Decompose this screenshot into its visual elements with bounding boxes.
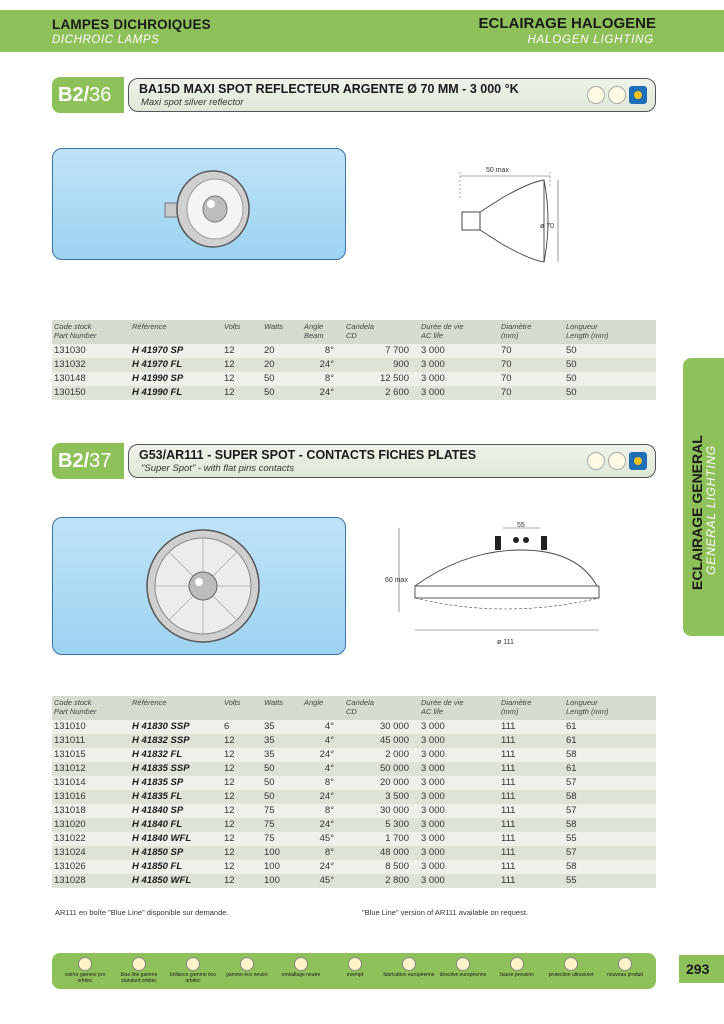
table-header-row	[52, 696, 656, 720]
col-volts: Volts	[224, 698, 241, 707]
cell-reference: H 41970 FL	[132, 359, 183, 370]
cell-length: 57	[566, 805, 577, 816]
table-row	[52, 776, 656, 790]
cell-angle: 24°	[319, 791, 334, 802]
dimension-height-label: 60 max	[385, 577, 408, 584]
cell-angle: 24°	[319, 749, 334, 760]
cell-diameter: 111	[501, 819, 516, 830]
col-candela: Candela CD	[346, 698, 374, 716]
eu-manufacture-icon	[402, 957, 416, 971]
cell-life: 3 000	[421, 805, 445, 816]
cell-code: 131010	[54, 721, 86, 732]
cell-angle: 24°	[319, 387, 334, 398]
cell-diameter: 111	[501, 763, 516, 774]
cell-watts: 50	[264, 791, 275, 802]
cell-life: 3 000	[421, 763, 445, 774]
cell-diameter: 70	[501, 373, 512, 384]
cell-length: 50	[566, 359, 577, 370]
cell-reference: H 41840 WFL	[132, 833, 192, 844]
cell-code: 131016	[54, 791, 86, 802]
cell-code: 131014	[54, 777, 86, 788]
header-category-en: DICHROIC LAMPS	[52, 34, 160, 46]
cell-watts: 75	[264, 819, 275, 830]
cell-volts: 12	[224, 735, 235, 746]
legend-label: gamme éco neutre	[226, 972, 268, 978]
cell-angle: 4°	[324, 763, 334, 774]
col-watts: Watts	[264, 698, 284, 707]
cell-code: 131012	[54, 763, 86, 774]
table-row	[52, 790, 656, 804]
lamp-color-icon	[587, 86, 605, 104]
cell-angle: 45°	[319, 875, 334, 886]
cell-volts: 12	[224, 345, 235, 356]
cell-reference: H 41990 FL	[132, 387, 183, 398]
product-table-b2-37	[52, 696, 656, 888]
cell-volts: 12	[224, 819, 235, 830]
product-photo-maxi-spot	[52, 148, 346, 260]
cell-code: 131032	[54, 359, 86, 370]
halogen-icon	[348, 957, 362, 971]
cell-life: 3 000	[421, 387, 445, 398]
cell-code: 131030	[54, 345, 86, 356]
cell-candela: 50 000	[379, 763, 409, 774]
cell-angle: 24°	[319, 861, 334, 872]
lamp-photo-icon	[53, 518, 346, 655]
col-watts: Watts	[264, 322, 284, 331]
col-life: Durée de vie AC life	[421, 698, 464, 716]
legend-item	[544, 957, 598, 979]
table-row	[52, 818, 656, 832]
cell-volts: 12	[224, 387, 235, 398]
cell-candela: 12 500	[379, 373, 409, 384]
cell-angle: 8°	[324, 777, 334, 788]
legend-item	[490, 957, 544, 979]
cell-watts: 100	[264, 875, 280, 886]
dimension-width-label: 50 max	[486, 167, 509, 174]
section-code: B2/36	[52, 77, 124, 113]
section-title-box	[128, 78, 656, 112]
table-row	[52, 874, 656, 888]
cell-diameter: 111	[501, 875, 516, 886]
cell-candela: 2 600	[385, 387, 409, 398]
col-length: Longueur Length (mm)	[566, 698, 609, 716]
col-diameter: Diamètre (mm)	[501, 322, 532, 340]
cell-diameter: 111	[501, 749, 516, 760]
new-product-icon	[618, 957, 632, 971]
legend-item	[436, 957, 490, 979]
section-bar-b2-37	[52, 443, 656, 479]
cell-candela: 30 000	[379, 805, 409, 816]
cell-length: 58	[566, 791, 577, 802]
col-angle: Angle	[304, 698, 324, 707]
cell-watts: 50	[264, 373, 275, 384]
note-en: "Blue Line" version of AR111 available on request.	[362, 908, 528, 917]
legend-label: exempt	[346, 972, 364, 978]
cell-watts: 100	[264, 861, 280, 872]
cell-volts: 12	[224, 763, 235, 774]
legend-item	[274, 957, 328, 979]
legend-label: blue line gamme standard orbitec	[120, 972, 158, 984]
cell-life: 3 000	[421, 861, 445, 872]
cell-watts: 35	[264, 749, 275, 760]
cell-reference: H 41850 WFL	[132, 875, 192, 886]
cell-diameter: 111	[501, 791, 516, 802]
lamp-color-icon	[587, 452, 605, 470]
cell-reference: H 41840 FL	[132, 819, 183, 830]
eu-manufacture-icon	[629, 86, 647, 104]
cell-diameter: 70	[501, 359, 512, 370]
section-subtitle: Maxi spot silver reflector	[141, 97, 244, 108]
cell-code: 131018	[54, 805, 86, 816]
legend-item	[382, 957, 436, 979]
section-icons	[587, 86, 647, 104]
cell-life: 3 000	[421, 749, 445, 760]
table-row	[52, 748, 656, 762]
cell-length: 61	[566, 721, 577, 732]
cell-watts: 100	[264, 847, 280, 858]
cell-candela: 3 500	[385, 791, 409, 802]
cell-angle: 8°	[324, 345, 334, 356]
cell-angle: 8°	[324, 373, 334, 384]
legend-label: emballage neutre	[281, 972, 321, 978]
table-row	[52, 762, 656, 776]
cell-code: 130148	[54, 373, 86, 384]
cell-life: 3 000	[421, 359, 445, 370]
cell-candela: 2 800	[385, 875, 409, 886]
col-reference: Référence	[132, 322, 167, 331]
cell-length: 50	[566, 387, 577, 398]
header-section-en: HALOGEN LIGHTING	[527, 34, 654, 46]
cell-reference: H 41840 SP	[132, 805, 184, 816]
cell-reference: H 41832 SSP	[132, 735, 190, 746]
col-diameter: Diamètre (mm)	[501, 698, 532, 716]
legend-label: directive européenne	[439, 972, 487, 978]
cell-life: 3 000	[421, 735, 445, 746]
cell-watts: 35	[264, 721, 275, 732]
col-life: Durée de vie AC life	[421, 322, 464, 340]
cell-candela: 20 000	[379, 777, 409, 788]
cell-volts: 12	[224, 875, 235, 886]
cell-reference: H 41835 FL	[132, 791, 183, 802]
cell-angle: 24°	[319, 359, 334, 370]
lamp-color-icon	[78, 957, 92, 971]
cell-watts: 35	[264, 735, 275, 746]
legend-item	[112, 957, 166, 984]
eu-manufacture-icon	[629, 452, 647, 470]
eu-directive-icon	[456, 957, 470, 971]
cell-length: 58	[566, 749, 577, 760]
cell-reference: H 41835 SP	[132, 777, 184, 788]
cell-reference: H 41850 SP	[132, 847, 184, 858]
blue-line-icon	[132, 957, 146, 971]
cell-life: 3 000	[421, 791, 445, 802]
cell-candela: 2 000	[385, 749, 409, 760]
side-tab-title-fr: ECLAIRAGE GENERAL	[689, 435, 705, 590]
cell-life: 3 000	[421, 847, 445, 858]
section-title-box	[128, 444, 656, 478]
cell-volts: 12	[224, 791, 235, 802]
eco-icon	[240, 957, 254, 971]
col-code-stock: Code stock Part Number	[54, 322, 97, 340]
cell-candela: 5 300	[385, 819, 409, 830]
cell-volts: 6	[224, 721, 230, 732]
header-section-fr: ECLAIRAGE HALOGENE	[478, 15, 656, 32]
legend-label: basse pression	[500, 972, 534, 978]
cell-life: 3 000	[421, 721, 445, 732]
product-table-b2-36	[52, 320, 656, 400]
cell-watts: 20	[264, 345, 275, 356]
dimension-diameter-label: ø 70	[540, 223, 555, 230]
cell-diameter: 70	[501, 345, 512, 356]
cell-angle: 4°	[324, 735, 334, 746]
cell-length: 55	[566, 875, 577, 886]
cell-length: 58	[566, 819, 577, 830]
section-title: BA15D MAXI SPOT REFLECTEUR ARGENTE Ø 70 MM - 3 000 °K	[139, 82, 519, 96]
cell-candela: 48 000	[379, 847, 409, 858]
cell-code: 131020	[54, 819, 86, 830]
col-code-stock: Code stock Part Number	[54, 698, 97, 716]
halogen-icon	[608, 86, 626, 104]
cell-reference: H 41835 SSP	[132, 763, 190, 774]
dimension-top-label: 55	[517, 522, 525, 529]
side-tab-title-en: GENERAL LIGHTING	[704, 445, 718, 575]
cell-volts: 12	[224, 359, 235, 370]
table-row	[52, 804, 656, 818]
legend-item	[328, 957, 382, 979]
cell-life: 3 000	[421, 833, 445, 844]
cell-length: 50	[566, 373, 577, 384]
legend-item	[598, 957, 652, 979]
cell-code: 131028	[54, 875, 86, 886]
cell-watts: 50	[264, 777, 275, 788]
cell-watts: 20	[264, 359, 275, 370]
cell-code: 131026	[54, 861, 86, 872]
section-title: G53/AR111 - SUPER SPOT - CONTACTS FICHES PLATES	[139, 448, 477, 462]
cell-candela: 30 000	[379, 721, 409, 732]
cell-volts: 12	[224, 749, 235, 760]
section-icons	[587, 452, 647, 470]
cell-reference: H 41832 FL	[132, 749, 183, 760]
cell-diameter: 111	[501, 833, 516, 844]
cell-angle: 45°	[319, 833, 334, 844]
cell-volts: 12	[224, 805, 235, 816]
cell-code: 130150	[54, 387, 86, 398]
cell-candela: 900	[393, 359, 409, 370]
cell-length: 57	[566, 847, 577, 858]
col-length: Longueur Length (mm)	[566, 322, 609, 340]
cell-diameter: 111	[501, 847, 516, 858]
cell-candela: 1 700	[385, 833, 409, 844]
legend-item	[166, 957, 220, 984]
halogen-icon	[608, 452, 626, 470]
cell-code: 131022	[54, 833, 86, 844]
col-reference: Référence	[132, 698, 167, 707]
cell-volts: 12	[224, 373, 235, 384]
cell-volts: 12	[224, 777, 235, 788]
cell-watts: 50	[264, 763, 275, 774]
cell-candela: 8 500	[385, 861, 409, 872]
cell-diameter: 111	[501, 805, 516, 816]
table-row	[52, 386, 656, 400]
cell-angle: 4°	[324, 721, 334, 732]
cell-length: 61	[566, 735, 577, 746]
cell-life: 3 000	[421, 819, 445, 830]
table-header-row	[52, 320, 656, 344]
cell-length: 58	[566, 861, 577, 872]
cell-volts: 12	[224, 861, 235, 872]
legend-item	[58, 957, 112, 984]
cell-diameter: 111	[501, 735, 516, 746]
table-row	[52, 734, 656, 748]
product-photo-super-spot	[52, 517, 346, 655]
header-category-fr: LAMPES DICHROIQUES	[52, 17, 211, 32]
dimension-diameter-label: ø 111	[497, 639, 514, 646]
technical-drawing-super-spot	[385, 520, 605, 652]
note-fr: AR111 en boîte "Blue Line" disponible sur demande.	[55, 908, 229, 917]
packaging-icon	[294, 957, 308, 971]
cell-length: 55	[566, 833, 577, 844]
legend-item	[220, 957, 274, 979]
section-code: B2/37	[52, 443, 124, 479]
legend-label: brillance gamme éco orbitec	[169, 972, 217, 984]
cell-life: 3 000	[421, 875, 445, 886]
legend-label: voir/or gamme pro orbitec	[64, 972, 106, 984]
legend-label: nouveau produit	[607, 972, 643, 978]
cell-reference: H 41990 SP	[132, 373, 184, 384]
cell-angle: 8°	[324, 847, 334, 858]
cell-reference: H 41970 SP	[132, 345, 184, 356]
cell-code: 131011	[54, 735, 85, 746]
cell-reference: H 41830 SSP	[132, 721, 190, 732]
cell-code: 131015	[54, 749, 86, 760]
section-bar-b2-36	[52, 77, 656, 113]
col-candela: Candela CD	[346, 322, 374, 340]
cell-life: 3 000	[421, 777, 445, 788]
cell-diameter: 70	[501, 387, 512, 398]
table-row	[52, 344, 656, 358]
icon-legend	[52, 953, 656, 989]
table-row	[52, 720, 656, 734]
cell-diameter: 111	[501, 861, 516, 872]
cell-angle: 24°	[319, 819, 334, 830]
col-volts: Volts	[224, 322, 241, 331]
cell-watts: 50	[264, 387, 275, 398]
table-row	[52, 358, 656, 372]
table-row	[52, 832, 656, 846]
cell-candela: 45 000	[379, 735, 409, 746]
cell-watts: 75	[264, 805, 275, 816]
page-number: 293	[679, 955, 724, 983]
technical-drawing-maxi-spot	[440, 158, 590, 278]
col-angle: Angle Beam	[304, 322, 324, 340]
uv-protection-icon	[564, 957, 578, 971]
cell-reference: H 41850 FL	[132, 861, 183, 872]
cell-candela: 7 700	[385, 345, 409, 356]
lamp-photo-icon	[53, 149, 346, 260]
cell-length: 50	[566, 345, 577, 356]
cell-angle: 8°	[324, 805, 334, 816]
table-row	[52, 372, 656, 386]
legend-label: fabrication européenne	[383, 972, 435, 978]
cell-volts: 12	[224, 847, 235, 858]
cell-length: 57	[566, 777, 577, 788]
cell-life: 3 000	[421, 345, 445, 356]
cell-code: 131024	[54, 847, 86, 858]
cell-life: 3 000	[421, 373, 445, 384]
table-row	[52, 846, 656, 860]
cell-diameter: 111	[501, 777, 516, 788]
cell-length: 61	[566, 763, 577, 774]
cell-watts: 75	[264, 833, 275, 844]
legend-label: protection ultraviolet	[548, 972, 594, 978]
cell-volts: 12	[224, 833, 235, 844]
brilliance-icon	[186, 957, 200, 971]
section-subtitle: "Super Spot" - with flat pins contacts	[141, 463, 295, 474]
low-pressure-icon	[510, 957, 524, 971]
cell-diameter: 111	[501, 721, 516, 732]
table-row	[52, 860, 656, 874]
